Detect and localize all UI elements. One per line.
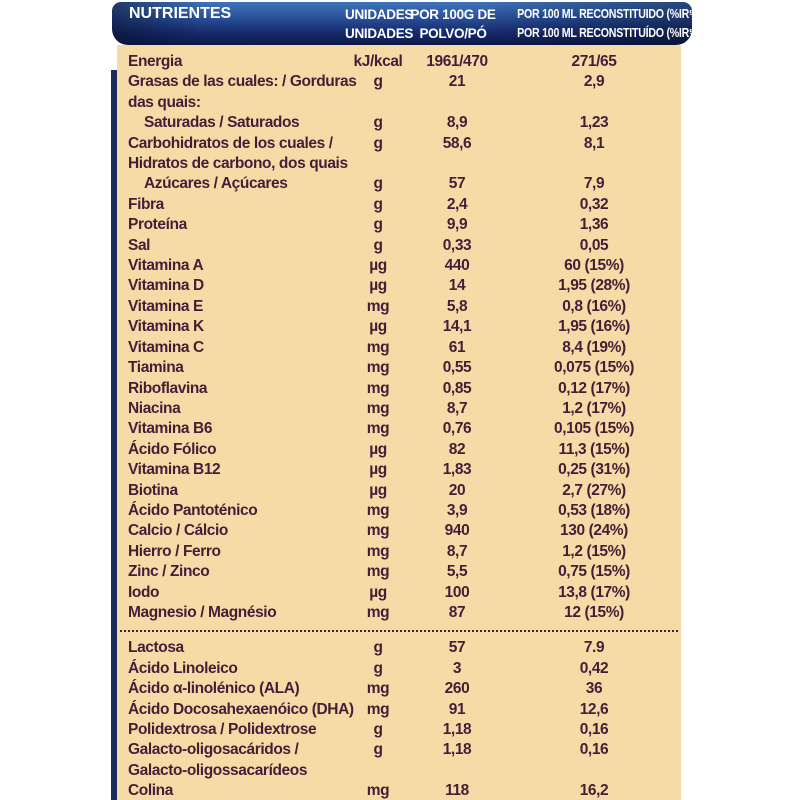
nutrient-name	[117, 379, 349, 399]
nutrient-name-line: Fibra	[128, 195, 164, 213]
nutrient-unit: µg	[369, 440, 387, 458]
value-per-100g: 0,76	[442, 420, 472, 438]
nutrient-name	[117, 781, 349, 800]
nutrient-name	[117, 297, 349, 317]
header-per100g-line1: POR 100G DE	[410, 6, 496, 22]
value-per-100ml: 1,36	[579, 216, 609, 234]
value-per-100g: 1,83	[442, 461, 472, 479]
table-body	[117, 45, 681, 800]
nutrient-name	[117, 700, 354, 720]
nutrient-name-line: Hidratos de carbono, dos quais	[128, 155, 348, 173]
value-per-100g: 8,9	[446, 114, 468, 132]
nutrient-name-line: Vitamina B12	[128, 461, 221, 479]
nutrient-name-line: Tiamina	[128, 359, 184, 377]
value-per-100ml: 0,12 (17%)	[558, 379, 630, 397]
nutrient-unit: g	[373, 659, 383, 677]
nutrient-name	[117, 440, 349, 460]
value-per-100ml: 11,3 (15%)	[558, 440, 630, 458]
value-per-100g: 0,33	[442, 236, 472, 254]
section-divider	[120, 630, 678, 632]
nutrient-name	[117, 603, 349, 623]
nutrient-name	[117, 521, 349, 541]
value-per-100ml: 0,8 (16%)	[562, 297, 626, 315]
nutrient-name	[117, 338, 349, 358]
nutrient-unit: mg	[366, 338, 390, 356]
value-per-100g: 0,55	[442, 359, 472, 377]
header-nutrients: NUTRIENTES	[129, 5, 232, 22]
nutrient-name	[117, 256, 349, 276]
value-per-100ml: 36	[585, 680, 603, 698]
nutrient-name-line: Iodo	[128, 583, 160, 601]
table-row	[117, 399, 681, 419]
table-row	[117, 659, 681, 679]
nutrient-name-line: Vitamina D	[128, 277, 204, 295]
value-per-100ml: 0,05	[579, 236, 609, 254]
nutrient-unit: mg	[366, 379, 390, 397]
header-units-line2: UNIDADES	[345, 25, 414, 41]
nutrient-unit: g	[373, 639, 383, 657]
value-per-100g: 100	[444, 583, 470, 601]
value-per-100g: 57	[448, 639, 466, 657]
nutrient-name-line: Hierro / Ferro	[128, 542, 221, 560]
value-per-100ml: 1,95 (28%)	[558, 277, 630, 295]
nutrient-name	[117, 134, 349, 175]
table-row	[117, 52, 681, 72]
nutrient-name	[117, 276, 349, 296]
value-per-100g: 2,4	[446, 195, 468, 213]
value-per-100ml: 130 (24%)	[560, 522, 628, 540]
header-per100ml-line1: POR 100 ML RECONSTITUIDO (%IR⁵)	[517, 7, 698, 21]
table-row	[117, 276, 681, 296]
table-row	[117, 720, 681, 740]
value-per-100ml: 0,075 (15%)	[553, 359, 635, 377]
table-row	[117, 256, 681, 276]
nutrient-name-line: Calcio / Cálcio	[128, 522, 228, 540]
nutrient-name-line: Ácido Pantoténico	[128, 501, 258, 519]
nutrient-name	[117, 399, 349, 419]
nutrient-name-line: Polidextrosa / Polidextrose	[128, 721, 317, 738]
value-per-100ml: 1,23	[579, 114, 609, 132]
table-row	[117, 603, 681, 623]
table-row	[117, 781, 681, 800]
nutrient-unit: mg	[366, 782, 390, 800]
table-row	[117, 638, 681, 658]
nutrient-name-line: Lactosa	[128, 639, 184, 657]
nutrient-name	[117, 72, 357, 113]
nutrient-name-line: Galacto-oligosacáridos /	[128, 741, 299, 759]
nutrient-unit: µg	[369, 318, 387, 336]
nutrient-name	[117, 236, 349, 256]
value-per-100g: 61	[448, 338, 466, 356]
value-per-100g: 87	[448, 603, 466, 621]
nutrient-unit: g	[373, 236, 383, 254]
value-per-100ml: 0,16	[579, 721, 609, 738]
nutrient-name-line: Colina	[128, 782, 173, 800]
value-per-100g: 3	[452, 659, 462, 677]
value-per-100g: 1961/470	[426, 53, 488, 70]
nutrient-unit: mg	[366, 603, 390, 621]
main-nutrients-section	[117, 52, 681, 623]
table-row	[117, 113, 681, 133]
value-per-100g: 91	[448, 700, 466, 718]
value-per-100ml: 16,2	[579, 782, 609, 800]
table-row	[117, 195, 681, 215]
value-per-100ml: 12 (15%)	[564, 603, 624, 621]
nutrient-name-line: Proteína	[128, 216, 187, 234]
value-per-100g: 82	[448, 440, 466, 458]
value-per-100ml: 60 (15%)	[564, 257, 624, 275]
nutrient-name-line: Vitamina E	[128, 297, 203, 315]
value-per-100g: 14	[448, 277, 466, 295]
nutrient-name-line: Energia	[128, 53, 183, 70]
table-row	[117, 521, 681, 541]
nutrient-name	[117, 358, 349, 378]
secondary-nutrients-section	[117, 638, 681, 800]
value-per-100ml: 13,8 (17%)	[558, 583, 630, 601]
table-row	[117, 174, 681, 194]
nutrient-name-line: Ácido Docosahexaenóico (DHA)	[128, 700, 354, 718]
nutrient-name-line: Vitamina B6	[128, 420, 213, 438]
table-row	[117, 481, 681, 501]
value-per-100ml: 8,1	[583, 134, 605, 152]
nutrient-unit: µg	[369, 277, 387, 295]
nutrient-unit: mg	[366, 680, 390, 698]
value-per-100ml: 0,32	[579, 195, 609, 213]
nutrient-name	[117, 52, 349, 72]
nutrient-name	[117, 659, 349, 679]
nutrient-name-line: Zinc / Zinco	[128, 563, 210, 581]
nutrient-name	[117, 562, 349, 582]
nutrient-unit: µg	[369, 583, 387, 601]
table-header	[112, 2, 698, 45]
nutrient-name-line: Ácido α-linolénico (ALA)	[128, 680, 300, 698]
value-per-100ml: 0,42	[579, 659, 609, 677]
value-per-100g: 9,9	[446, 216, 468, 234]
value-per-100ml: 0,53 (18%)	[558, 501, 630, 519]
nutrient-unit: g	[373, 721, 383, 738]
nutrient-unit: g	[373, 175, 383, 193]
nutrient-unit: g	[373, 741, 383, 759]
table-row	[117, 583, 681, 603]
nutrient-name	[117, 195, 349, 215]
nutrient-unit: mg	[366, 420, 390, 438]
value-per-100ml: 0,16	[579, 741, 609, 759]
nutrient-unit: mg	[366, 563, 390, 581]
table-row	[117, 419, 681, 439]
value-per-100g: 5,5	[446, 563, 468, 581]
nutrient-name	[117, 679, 349, 699]
value-per-100ml: 0,75 (15%)	[558, 563, 630, 581]
nutrient-unit: mg	[366, 522, 390, 540]
header-per100ml-line2: POR 100 ML RECONSTITUÍDO (%IR⁵)	[517, 26, 698, 40]
value-per-100g: 118	[445, 782, 469, 800]
header-units-line1: UNIDADES	[345, 6, 414, 22]
nutrient-unit: g	[373, 195, 383, 213]
value-per-100ml: 1,95 (16%)	[558, 318, 630, 336]
nutrient-name-line: das quais:	[128, 93, 201, 111]
value-per-100ml: 7.9	[583, 639, 605, 657]
nutrient-name	[117, 720, 349, 740]
nutrient-unit: mg	[366, 542, 390, 560]
value-per-100ml: 2,9	[583, 73, 605, 91]
table-header-line-1	[112, 5, 698, 24]
table-row	[117, 679, 681, 699]
nutrient-name-line: Riboflavina	[128, 379, 208, 397]
nutrient-name-line: Vitamina A	[128, 257, 204, 275]
nutrient-name	[117, 740, 349, 781]
nutrient-name	[117, 215, 349, 235]
table-row	[117, 740, 681, 781]
nutrient-unit: g	[373, 134, 383, 152]
value-per-100g: 21	[448, 73, 466, 91]
nutrient-name-line: Ácido Linoleico	[128, 659, 238, 677]
nutrient-unit: mg	[366, 297, 390, 315]
nutrient-name-line: Ácido Fólico	[128, 440, 217, 458]
value-per-100g: 5,8	[446, 297, 468, 315]
table-row	[117, 215, 681, 235]
value-per-100g: 8,7	[446, 542, 468, 560]
value-per-100ml: 1,2 (17%)	[562, 399, 626, 417]
table-row	[117, 317, 681, 337]
value-per-100g: 440	[444, 257, 470, 275]
nutrient-name	[117, 542, 349, 562]
nutrient-name	[117, 113, 349, 133]
table-row	[117, 460, 681, 480]
nutrient-name-line: Grasas de las cuales: / Gorduras	[128, 73, 357, 91]
value-per-100ml: 8,4 (19%)	[562, 338, 626, 356]
value-per-100ml: 0,25 (31%)	[558, 461, 630, 479]
value-per-100g: 57	[448, 175, 466, 193]
nutrient-name-line: Vitamina K	[128, 318, 204, 336]
value-per-100ml: 2,7 (27%)	[562, 481, 626, 499]
nutrient-name-line: Saturadas / Saturados	[144, 114, 300, 132]
nutrient-unit: g	[373, 114, 383, 132]
value-per-100g: 1,18	[442, 741, 472, 759]
nutrient-name-line: Niacina	[128, 399, 181, 417]
value-per-100g: 1,18	[442, 721, 472, 738]
header-per100g-line2: POLVO/PÓ	[419, 25, 487, 41]
nutrient-name	[117, 317, 349, 337]
nutrient-name-line: Azúcares / Açúcares	[144, 175, 288, 193]
table-row	[117, 562, 681, 582]
nutrient-unit: g	[373, 216, 383, 234]
nutrient-unit: µg	[369, 481, 387, 499]
nutrient-name-line: Carbohidratos de los cuales /	[128, 134, 333, 152]
value-per-100ml: 12,6	[579, 700, 609, 718]
nutrient-name-line: Sal	[128, 236, 151, 254]
value-per-100ml: 271/65	[571, 53, 617, 70]
nutrient-name-line: Vitamina C	[128, 338, 204, 356]
nutrient-unit: mg	[366, 359, 390, 377]
nutrient-unit: g	[373, 73, 383, 91]
nutrient-name	[117, 174, 349, 194]
table-row	[117, 236, 681, 256]
nutrient-name	[117, 583, 349, 603]
table-row	[117, 542, 681, 562]
value-per-100g: 0,85	[442, 379, 472, 397]
table-row	[117, 358, 681, 378]
table-row	[117, 700, 681, 720]
nutrient-unit: µg	[369, 461, 387, 479]
nutrient-unit: mg	[366, 399, 390, 417]
table-row	[117, 440, 681, 460]
nutrient-unit: kJ/kcal	[353, 53, 403, 70]
nutrient-name	[117, 638, 349, 658]
value-per-100g: 14,1	[442, 318, 472, 336]
value-per-100ml: 0,105 (15%)	[553, 420, 635, 438]
nutrient-name-line: Magnesio / Magnésio	[128, 603, 277, 621]
nutrient-name	[117, 481, 349, 501]
table-row	[117, 338, 681, 358]
nutrient-name	[117, 501, 349, 521]
value-per-100g: 8,7	[446, 399, 468, 417]
nutrient-unit: mg	[366, 700, 390, 718]
value-per-100ml: 7,9	[583, 175, 605, 193]
value-per-100g: 940	[444, 522, 470, 540]
table-row	[117, 297, 681, 317]
value-per-100g: 58,6	[442, 134, 472, 152]
nutrient-name-line: Galacto-oligossacarídeos	[128, 761, 308, 779]
nutrient-name	[117, 460, 349, 480]
nutrient-unit: mg	[366, 501, 390, 519]
value-per-100g: 20	[448, 481, 466, 499]
table-row	[117, 501, 681, 521]
nutrient-unit: µg	[369, 257, 387, 275]
table-row	[117, 134, 681, 175]
nutrient-name	[117, 419, 349, 439]
value-per-100g: 260	[444, 680, 470, 698]
value-per-100g: 3,9	[446, 501, 468, 519]
nutrient-name-line: Biotina	[128, 481, 178, 499]
table-row	[117, 72, 681, 113]
table-row	[117, 379, 681, 399]
value-per-100ml: 1,2 (15%)	[562, 542, 626, 560]
table-header-line-2	[112, 24, 698, 43]
